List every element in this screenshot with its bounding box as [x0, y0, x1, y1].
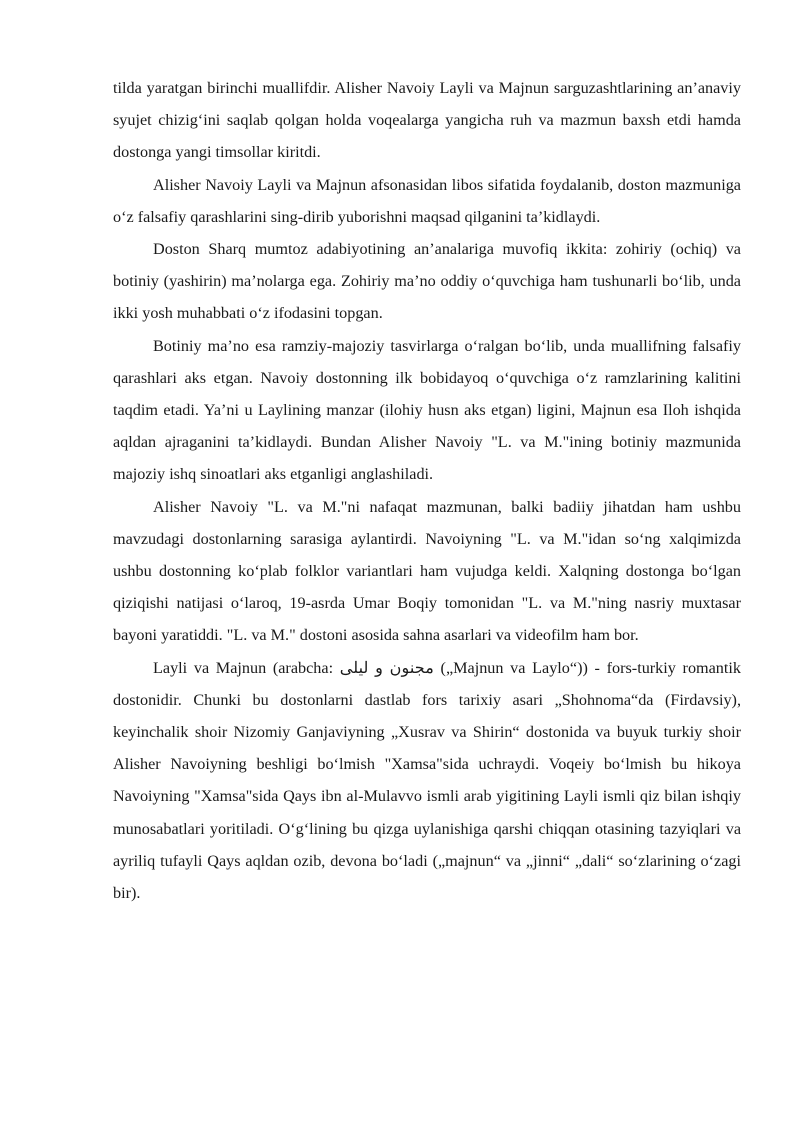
paragraph: Botiniy ma’no esa ramziy-majoziy tasvirlarga o‘ralgan bo‘lib, unda muallifning falsafiy qarashlari aks etgan. Navoiy dostonning ilk bobidayoq o‘quvchiga o‘z ramzlarining kalitini taqdim etadi. Ya’ni u Laylining manzar (ilohiy husn aks etgan) ligini, Majnun esa Iloh ishqida aqldan ajraganini ta’kidlaydi. Bundan Alisher Navoiy "L. va M."ining botiniy mazmunida majoziy ishq sinoatlari aks etganligi anglashiladi.	[113, 336, 741, 484]
paragraph: Layli va Majnun (arabcha: مجنون و ليلى („Majnun va Laylo“)) - fors-turkiy romantik dostonidir. Chunki bu dostonlarni dastlab fors tarixiy asari „Shohnoma“da (Firdavsiy), keyinchalik shoir Nizomiy Ganjaviyning „Xusrav va Shirin“ dostonida va buyuk turkiy shoir Alisher Navoiyning beshligi bo‘lmish "Xamsa"sida uchraydi. Voqeiy bo‘lmish bu hikoya Navoiyning "Xamsa"sida Qays ibn al-Mulavvo ismli arab yigitining Layli ismli qiz bilan ishqiy munosabatlari yoritiladi. O‘g‘lining bu qizga uylanishiga qarshi chiqqan otasining tazyiqlari va ayriliq tufayli Qays aqldan ozib, devona bo‘ladi („majnun“ va „jinni“ „dali“ so‘zlarining o‘zagi bir).	[113, 658, 741, 903]
paragraph: Alisher Navoiy "L. va M."ni nafaqat mazmunan, balki badiiy jihatdan ham ushbu mavzudagi dostonlarning sarasiga aylantirdi. Navoiyning "L. va M."idan so‘ng xalqimizda ushbu dostonning ko‘plab folklor variantlari ham vujudga keldi. Xalqning dostonga bo‘lgan qiziqishi natijasi o‘laroq, 19-asrda Umar Boqiy tomonidan "L. va M."ning nasriy muxtasar bayoni yaratiddi. "L. va M." dostoni asosida sahna asarlari va videofilm ham bor.	[113, 497, 741, 645]
document-body	[113, 72, 741, 909]
paragraph: Alisher Navoiy Layli va Majnun afsonasidan libos sifatida foydalanib, doston mazmuniga o‘z falsafiy qarashlarini sing-dirib yuborishni maqsad qilganini ta’kidlaydi.	[113, 175, 741, 226]
paragraph: tilda yaratgan birinchi muallifdir. Alisher Navoiy Layli va Majnun sarguzashtlarining an’anaviy syujet chizig‘ini saqlab qolgan holda voqealarga yangicha ruh va mazmun baxsh etdi hamda dostonga yangi timsollar kiritdi.	[113, 79, 741, 162]
paragraph: Doston Sharq mumtoz adabiyotining an’analariga muvofiq ikkita: zohiriy (ochiq) va botiniy (yashirin) ma’nolarga ega. Zohiriy ma’no oddiy o‘quvchiga ham tushunarli bo‘lib, unda ikki yosh muhabbati o‘z ifodasini topgan.	[113, 240, 741, 323]
